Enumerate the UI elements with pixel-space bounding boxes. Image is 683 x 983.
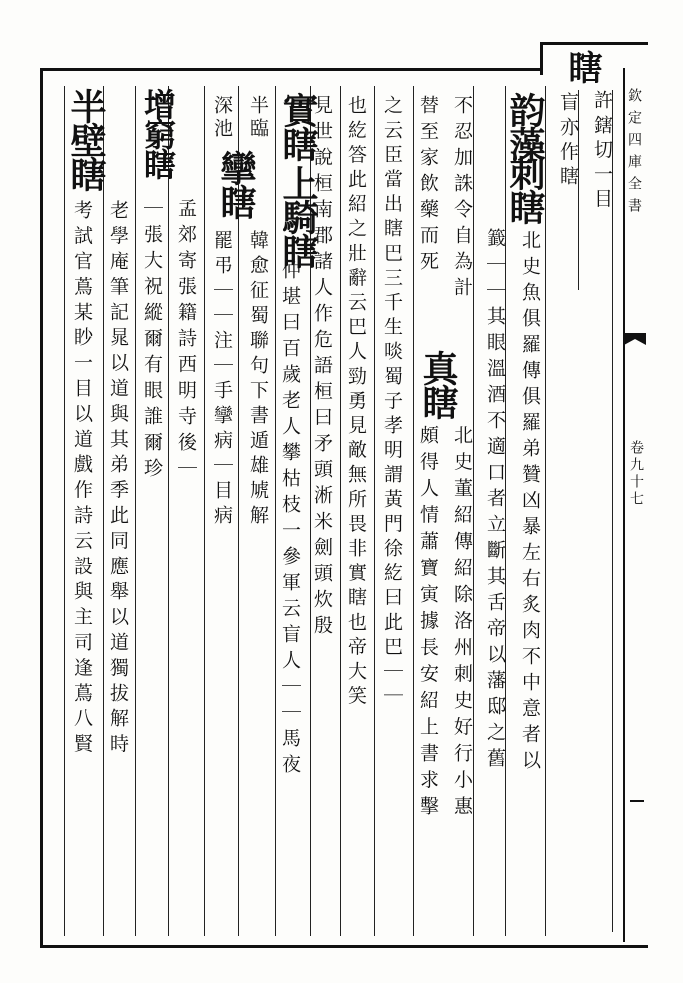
column-rule [275,86,276,936]
entry-head: 真瞎 [417,350,459,418]
column-rule [64,86,65,936]
column-rule [612,90,613,932]
entry-text: 頗得人情蕭寶寅據長安紹上書求擊 [417,425,439,823]
entry-text: 不忍加誅令自為計 [451,95,473,303]
entry-text: 也紇答此紹之壯辭云巴人勁勇見敵無所畏非實瞎也帝大笑 [345,95,367,710]
book-title: 欽定四庫全書 [626,88,642,220]
entry-head: 半壁瞎 [65,88,107,190]
fishtail-mark [624,333,646,367]
column-rule [168,86,169,936]
entry-head: 實瞎 [277,92,319,160]
page-frame [40,68,648,948]
headword: 瞎 [562,50,602,82]
entry-text: 籖｜｜其眼溫酒不適口者立斷其舌帝以藩邸之舊 [484,228,506,774]
entry-text: 見世說桓南郡諸人作危語桓曰矛頭淅米劍頭炊殷 [311,95,333,641]
entry-text: 孟郊寄張籍詩西明寺後｜ [175,198,197,484]
entry-head: 上騎瞎 [277,165,319,267]
entry-text: 北史魚俱羅傳俱羅弟贊凶暴左右炙肉不中意者以 [519,230,541,776]
entry-text: 之云臣當出瞎巴三千生啖蜀子孝明謂黃門徐紇曰此巴｜｜ [381,95,403,710]
column-rule [374,86,375,936]
column-rule [135,86,136,936]
entry-text: 仲堪曰百歲老人攀枯枝一參軍云盲人｜｜馬夜 [279,260,301,780]
entry-text: 北史董紹傳紹除洛州刺史好行小惠 [451,425,473,823]
entry-text: 深池 [211,95,233,141]
column-rule [473,86,474,936]
margin-mark [630,800,644,802]
entry-text: 罷弔｜｜注｜手攣病｜目病 [211,230,233,530]
headword-line2: 盲亦作瞎 [557,92,579,191]
entry-head: 韵藻 [504,92,546,160]
entry-text: 老學庵筆記晁以道與其弟季此同應舉以道獨拔解時 [107,200,129,759]
entry-text: ｜張大祝縱爾有眼誰爾珍 [141,198,163,484]
volume-label: 卷九十七 [628,440,644,508]
entry-head: 刺瞎 [504,155,546,223]
entry-text: 替至家飲藥而死 [417,95,439,277]
entry-text: 韓愈征蜀聯句下書遁雄虓解 [247,230,269,530]
column-rule [204,86,205,936]
headword-line1: 許鎋切一目 [591,90,613,213]
column-rule [413,86,414,936]
entry-head: 增窮瞎 [139,88,177,178]
entry-text: 半臨 [247,95,269,141]
column-rule [340,86,341,936]
column-rule [103,86,104,936]
entry-text: 考試官蔦某眇一目以道戲作詩云設與主司逢蔦八賢 [71,200,93,759]
entry-head: 攣瞎 [215,150,257,218]
